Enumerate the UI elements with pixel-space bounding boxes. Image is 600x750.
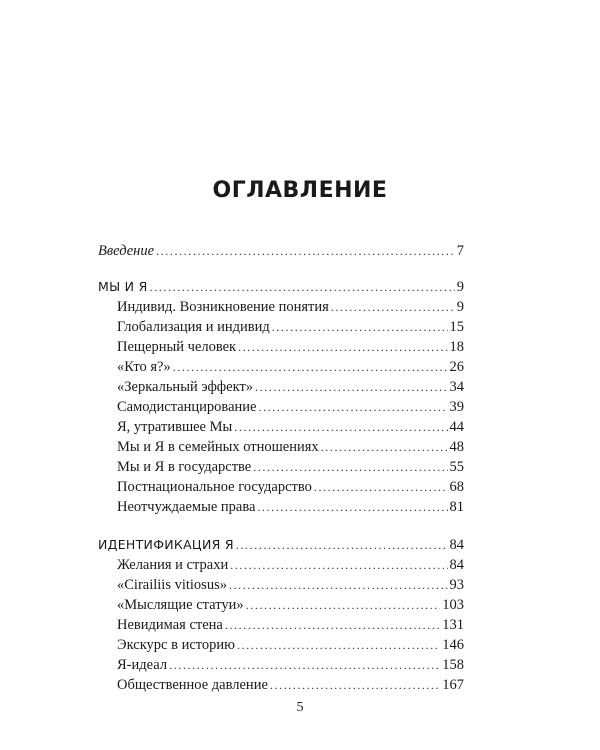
toc-entry-page: 55 bbox=[449, 459, 464, 475]
toc-entry-label: Глобализация и индивид bbox=[117, 319, 270, 335]
dot-leader bbox=[272, 317, 448, 337]
toc-entry-label: Общественное давление bbox=[117, 677, 268, 693]
dot-leader bbox=[238, 337, 447, 357]
toc-section-label: МЫ И Я bbox=[98, 279, 148, 294]
toc-entry-label: Индивид. Возникновение понятия bbox=[117, 299, 329, 315]
dot-leader bbox=[314, 477, 448, 497]
toc-entry-label: Постнациональное государство bbox=[117, 479, 312, 495]
toc-entry[interactable] bbox=[98, 437, 464, 457]
dot-leader bbox=[246, 595, 441, 615]
toc-entry-label: Я-идеал bbox=[117, 657, 168, 673]
toc-entry[interactable] bbox=[98, 377, 464, 397]
dot-leader bbox=[331, 297, 455, 317]
toc-entry-label: «Кто я?» bbox=[117, 359, 171, 375]
toc-entry[interactable] bbox=[98, 595, 464, 615]
toc-entry-page: 68 bbox=[449, 479, 464, 495]
toc-section-heading[interactable] bbox=[98, 535, 464, 555]
toc-entry-label: Пещерный человек bbox=[117, 339, 237, 355]
toc-entry[interactable] bbox=[98, 497, 464, 517]
toc-entry-page: 7 bbox=[456, 243, 464, 259]
toc-entry-page: 158 bbox=[442, 657, 464, 673]
toc-entry-page: 84 bbox=[449, 537, 464, 553]
toc-entry-page: 18 bbox=[449, 339, 464, 355]
toc-entry-page: 9 bbox=[456, 279, 464, 295]
toc-entry-label: Экскурс в историю bbox=[117, 637, 235, 653]
toc-entry-page: 84 bbox=[449, 557, 464, 573]
dot-leader bbox=[150, 277, 455, 297]
toc-entry-label: «Мыслящие статуи» bbox=[117, 597, 244, 613]
toc-entry-label: Мы и Я в государстве bbox=[117, 459, 252, 475]
toc-entry-page: 93 bbox=[449, 577, 464, 593]
toc-entry-introduction[interactable] bbox=[98, 241, 464, 261]
toc-entry-label: Невидимая стена bbox=[117, 617, 223, 633]
toc-entry-page: 131 bbox=[442, 617, 464, 633]
toc-entry-label: Мы и Я в семейных отношениях bbox=[117, 439, 319, 455]
toc-entry[interactable] bbox=[98, 655, 464, 675]
dot-leader bbox=[236, 535, 448, 555]
toc-entry-page: 26 bbox=[449, 359, 464, 375]
dot-leader bbox=[258, 397, 447, 417]
toc-entry-label: «Зеркальный эффект» bbox=[117, 379, 254, 395]
toc-entry[interactable] bbox=[98, 575, 464, 595]
dot-leader bbox=[253, 457, 447, 477]
toc-section-heading[interactable] bbox=[98, 277, 464, 297]
toc-entry-page: 9 bbox=[456, 299, 464, 315]
toc-entry-label: Я, утратившее Мы bbox=[117, 419, 233, 435]
toc-entry[interactable] bbox=[98, 317, 464, 337]
toc-entry-page: 81 bbox=[449, 499, 464, 515]
dot-leader bbox=[230, 555, 447, 575]
dot-leader bbox=[237, 635, 440, 655]
toc-entry-page: 48 bbox=[449, 439, 464, 455]
dot-leader bbox=[255, 377, 447, 397]
toc-entry-label: «Cirailiis vitiosus» bbox=[117, 577, 227, 593]
dot-leader bbox=[173, 357, 448, 377]
toc-entry-page: 103 bbox=[442, 597, 464, 613]
toc-entry-page: 39 bbox=[449, 399, 464, 415]
dot-leader bbox=[169, 655, 440, 675]
toc-entry[interactable] bbox=[98, 477, 464, 497]
toc-entry[interactable] bbox=[98, 635, 464, 655]
toc-entry-label: Неотчуждаемые права bbox=[117, 499, 256, 515]
toc-entry-page: 34 bbox=[449, 379, 464, 395]
toc-entry-page: 44 bbox=[449, 419, 464, 435]
toc-entry[interactable] bbox=[98, 555, 464, 575]
dot-leader bbox=[156, 241, 455, 261]
toc-entry[interactable] bbox=[98, 337, 464, 357]
toc-entry-label: Самодистанцирование bbox=[117, 399, 257, 415]
toc-entry[interactable] bbox=[98, 615, 464, 635]
toc-entry-label: Желания и страхи bbox=[117, 557, 229, 573]
toc-entry-page: 167 bbox=[442, 677, 464, 693]
dot-leader bbox=[257, 497, 447, 517]
toc-entry-page: 146 bbox=[442, 637, 464, 653]
toc-entry[interactable] bbox=[98, 675, 464, 695]
toc-entry[interactable] bbox=[98, 357, 464, 377]
toc-entry[interactable] bbox=[98, 457, 464, 477]
toc-entry-label: Введение bbox=[98, 243, 155, 259]
dot-leader bbox=[225, 615, 440, 635]
dot-leader bbox=[234, 417, 447, 437]
toc-entry[interactable] bbox=[98, 297, 464, 317]
toc-entry[interactable] bbox=[98, 397, 464, 417]
page-number: 5 bbox=[296, 700, 304, 715]
page-title: ОГЛАВЛЕНИЕ bbox=[212, 178, 388, 203]
dot-leader bbox=[321, 437, 448, 457]
dot-leader bbox=[270, 675, 440, 695]
toc-section-label: ИДЕНТИФИКАЦИЯ Я bbox=[98, 537, 234, 552]
dot-leader bbox=[229, 575, 448, 595]
toc-entry-page: 15 bbox=[449, 319, 464, 335]
toc-entry[interactable] bbox=[98, 417, 464, 437]
